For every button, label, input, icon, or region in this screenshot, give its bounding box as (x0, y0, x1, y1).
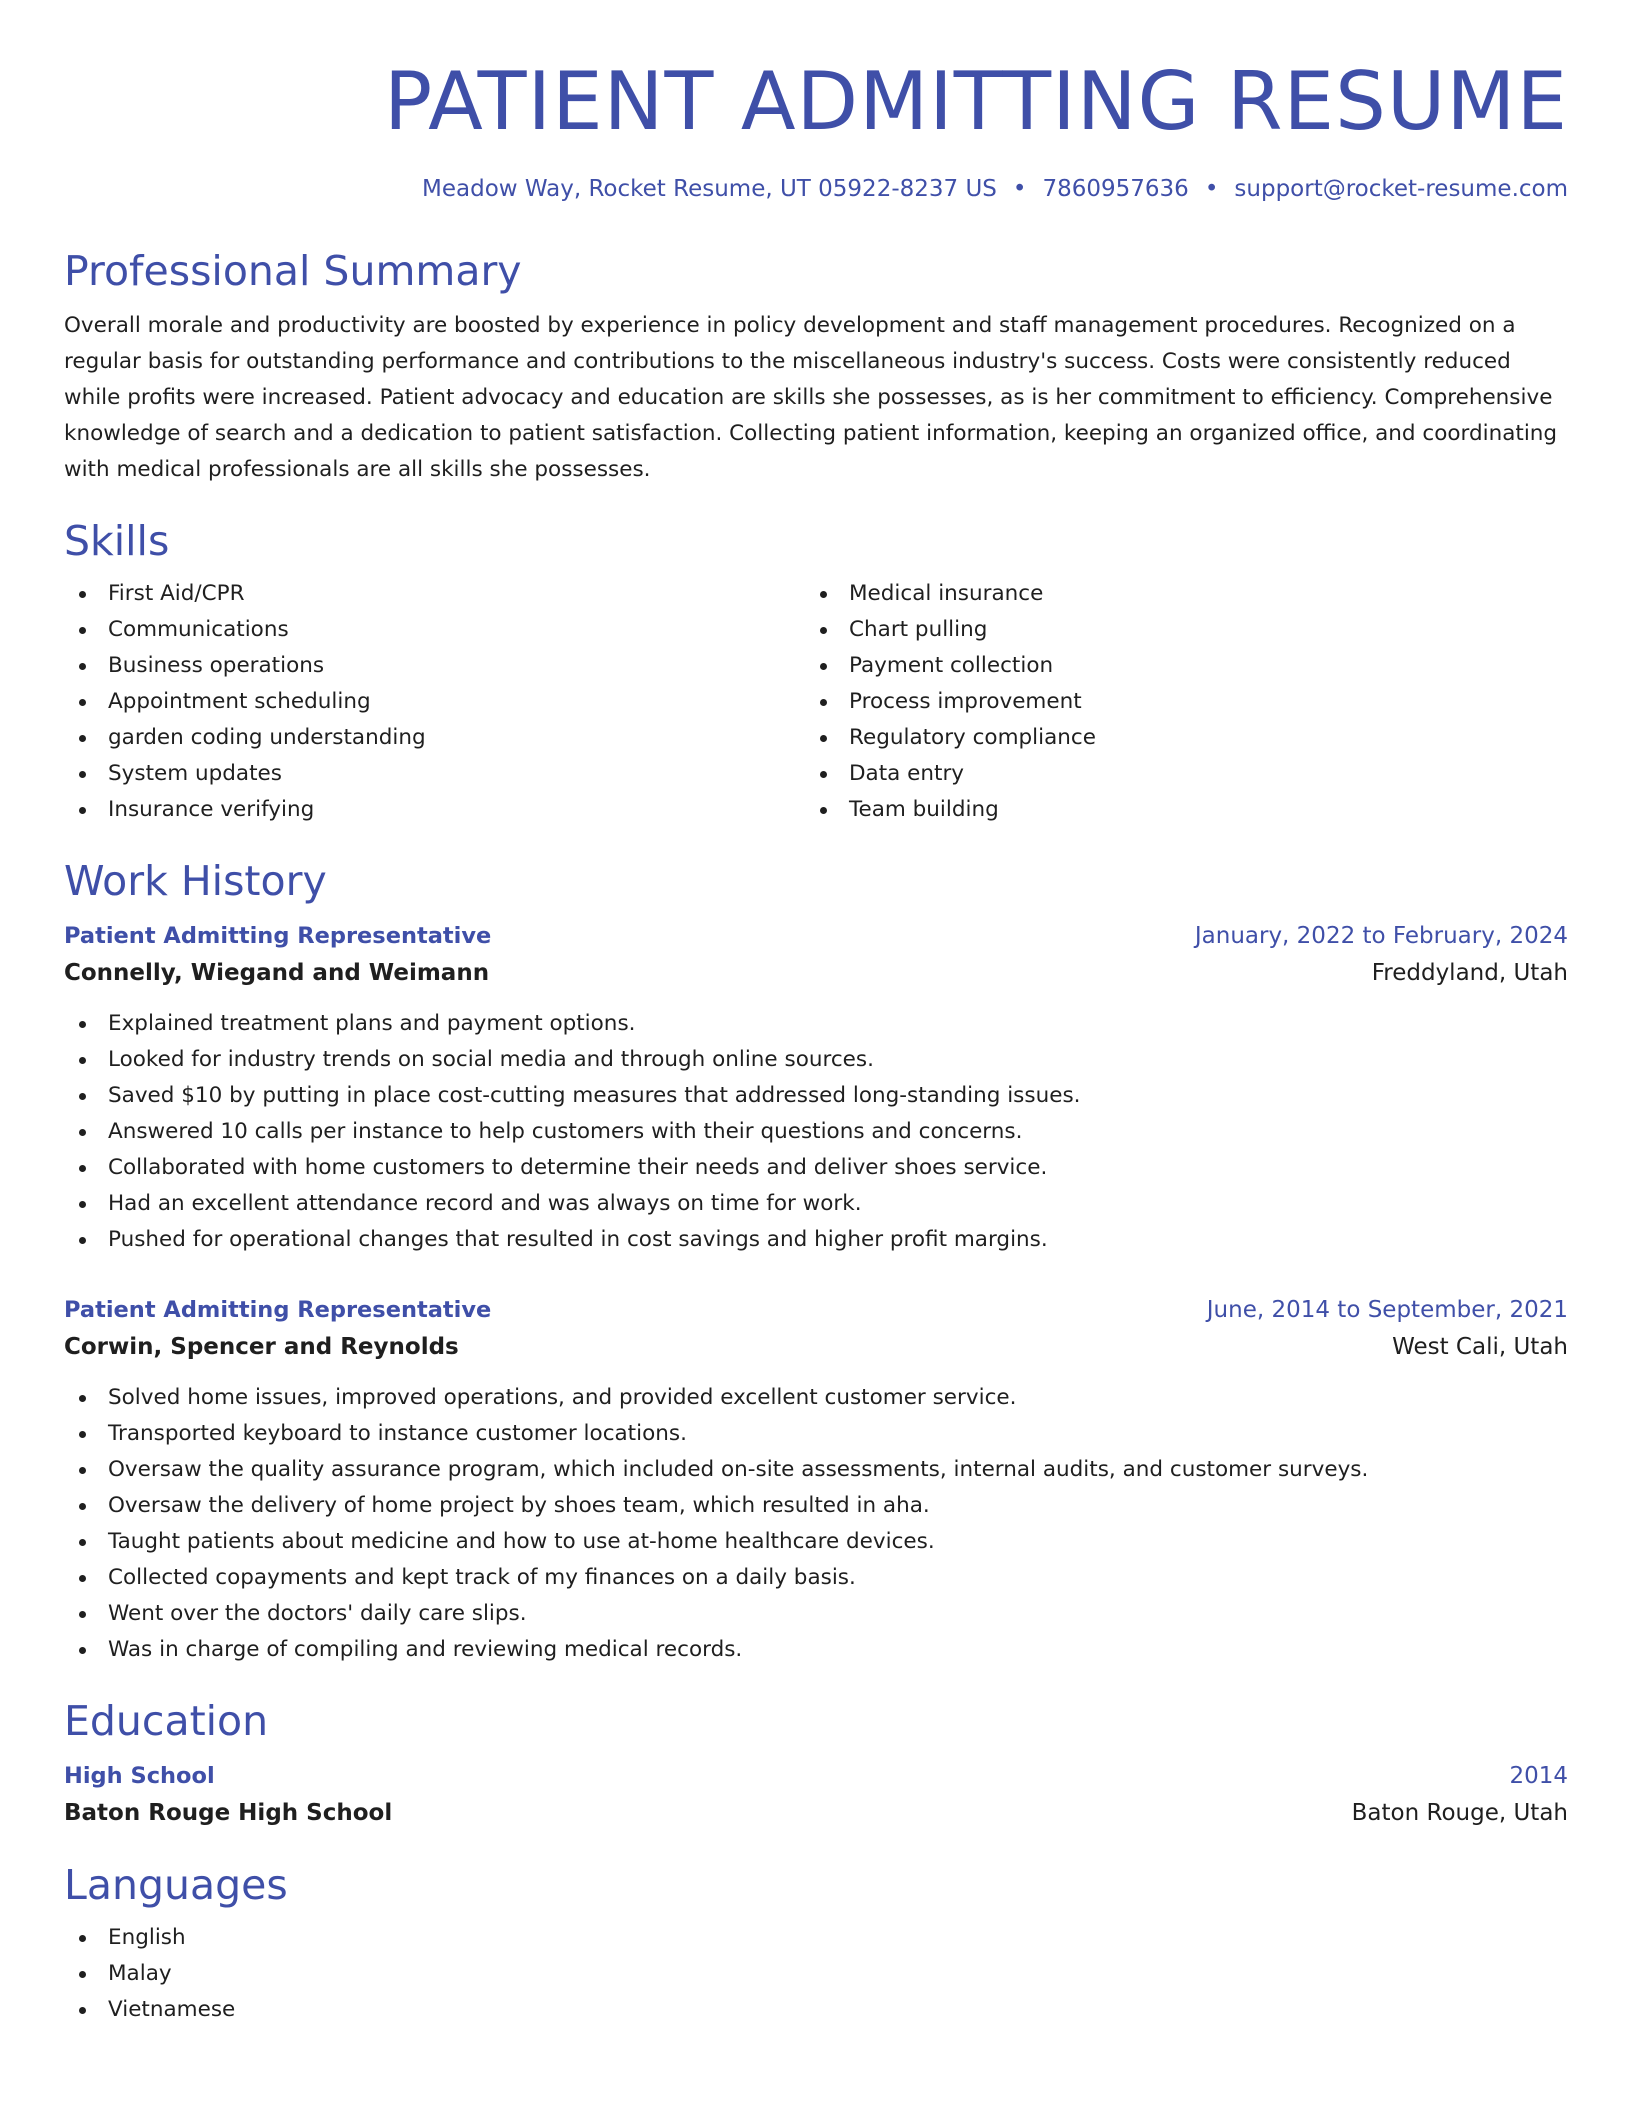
job-duty: Transported keyboard to instance customer locations. (64, 1416, 1568, 1452)
job-duty: Went over the doctors' daily care slips. (64, 1596, 1568, 1632)
education-year: 2014 (1509, 1763, 1568, 1789)
job-title: Patient Admitting Representative (64, 923, 492, 949)
resume-name: PATIENT ADMITTING RESUME (384, 55, 1568, 148)
skill-item: Data entry (805, 756, 1546, 792)
education-location: Baton Rouge, Utah (1351, 1800, 1568, 1826)
job-duty: Had an excellent attendance record and was always on time for work. (64, 1186, 1568, 1222)
job-header (64, 1292, 1568, 1328)
job-duty: Oversaw the quality assurance program, which included on-site assessments, internal audits, and customer surveys. (64, 1452, 1568, 1488)
job-duty: Solved home issues, improved operations, and provided excellent customer service. (64, 1380, 1568, 1416)
skill-item: Business operations (64, 648, 805, 684)
skill-item: Process improvement (805, 684, 1546, 720)
skill-item: Medical insurance (805, 576, 1546, 612)
skill-item: garden coding understanding (64, 720, 805, 756)
languages-list (64, 1920, 1568, 2028)
skill-item: System updates (64, 756, 805, 792)
job-company-row (64, 954, 1568, 992)
job-duty: Answered 10 calls per instance to help customers with their questions and concerns. (64, 1114, 1568, 1150)
education-school-row (64, 1794, 1568, 1832)
job-entry (64, 1292, 1568, 1668)
language-item: Malay (64, 1956, 1568, 1992)
job-location: Freddyland, Utah (1371, 960, 1568, 986)
job-duty: Pushed for operational changes that resulted in cost savings and higher profit margins. (64, 1222, 1568, 1258)
languages-heading: Languages (64, 1861, 288, 1909)
skill-item: Appointment scheduling (64, 684, 805, 720)
education-entry (64, 1758, 1568, 1832)
job-dates: January, 2022 to February, 2024 (1194, 923, 1568, 949)
language-item: English (64, 1920, 1568, 1956)
job-company: Connelly, Wiegand and Weimann (64, 960, 490, 986)
skills-column-right (805, 576, 1546, 828)
job-duty: Collected copayments and kept track of my finances on a daily basis. (64, 1560, 1568, 1596)
job-duty: Explained treatment plans and payment options. (64, 1006, 1568, 1042)
job-company-row (64, 1328, 1568, 1366)
job-duty: Looked for industry trends on social media and through online sources. (64, 1042, 1568, 1078)
work-history-heading: Work History (64, 857, 327, 905)
job-duties (64, 1380, 1568, 1668)
skill-item: Payment collection (805, 648, 1546, 684)
education-degree: High School (64, 1763, 215, 1789)
summary-heading: Professional Summary (64, 247, 522, 295)
skill-item: Regulatory compliance (805, 720, 1546, 756)
education-school: Baton Rouge High School (64, 1800, 393, 1826)
language-item: Vietnamese (64, 1992, 1568, 2028)
job-duty: Taught patients about medicine and how to use at-home healthcare devices. (64, 1524, 1568, 1560)
skill-item: Insurance verifying (64, 792, 805, 828)
job-title: Patient Admitting Representative (64, 1297, 492, 1323)
skills-heading: Skills (64, 517, 170, 565)
contact-email[interactable]: support@rocket-resume.com (1234, 176, 1568, 202)
skills-column-left (64, 576, 805, 828)
summary-text: Overall morale and productivity are boosted by experience in policy development and staff management procedures. Recognized on a regular basis for outstanding performance and contributions to the miscellaneous industry's success. Costs were consistently reduced while profits were increased. Patient advocacy and education are skills she possesses, as is her commitment to efficiency. Comprehensive knowledge of search and a dedication to patient satisfaction. Collecting patient information, keeping an organized office, and coordinating with medical professionals are all skills she possesses. (64, 313, 1558, 482)
contact-address: Meadow Way, Rocket Resume, UT 05922-8237 US (422, 176, 997, 202)
job-entry (64, 918, 1568, 1258)
skills-list (64, 576, 1568, 828)
job-dates: June, 2014 to September, 2021 (1206, 1297, 1568, 1323)
job-duty: Saved $10 by putting in place cost-cutting measures that addressed long-standing issues. (64, 1078, 1568, 1114)
job-company: Corwin, Spencer and Reynolds (64, 1334, 459, 1360)
education-heading: Education (64, 1697, 269, 1745)
job-duty: Collaborated with home customers to determine their needs and deliver shoes service. (64, 1150, 1568, 1186)
skill-item: First Aid/CPR (64, 576, 805, 612)
skill-item: Team building (805, 792, 1546, 828)
job-duty: Was in charge of compiling and reviewing medical records. (64, 1632, 1568, 1668)
job-duties (64, 1006, 1568, 1258)
contact-phone: 7860957636 (1042, 176, 1189, 202)
contact-separator: • (1204, 176, 1219, 202)
skill-item: Chart pulling (805, 612, 1546, 648)
contact-separator: • (1012, 176, 1027, 202)
education-header (64, 1758, 1568, 1794)
job-location: West Cali, Utah (1392, 1334, 1568, 1360)
job-header (64, 918, 1568, 954)
skill-item: Communications (64, 612, 805, 648)
job-duty: Oversaw the delivery of home project by shoes team, which resulted in aha. (64, 1488, 1568, 1524)
contact-line (64, 174, 1568, 204)
